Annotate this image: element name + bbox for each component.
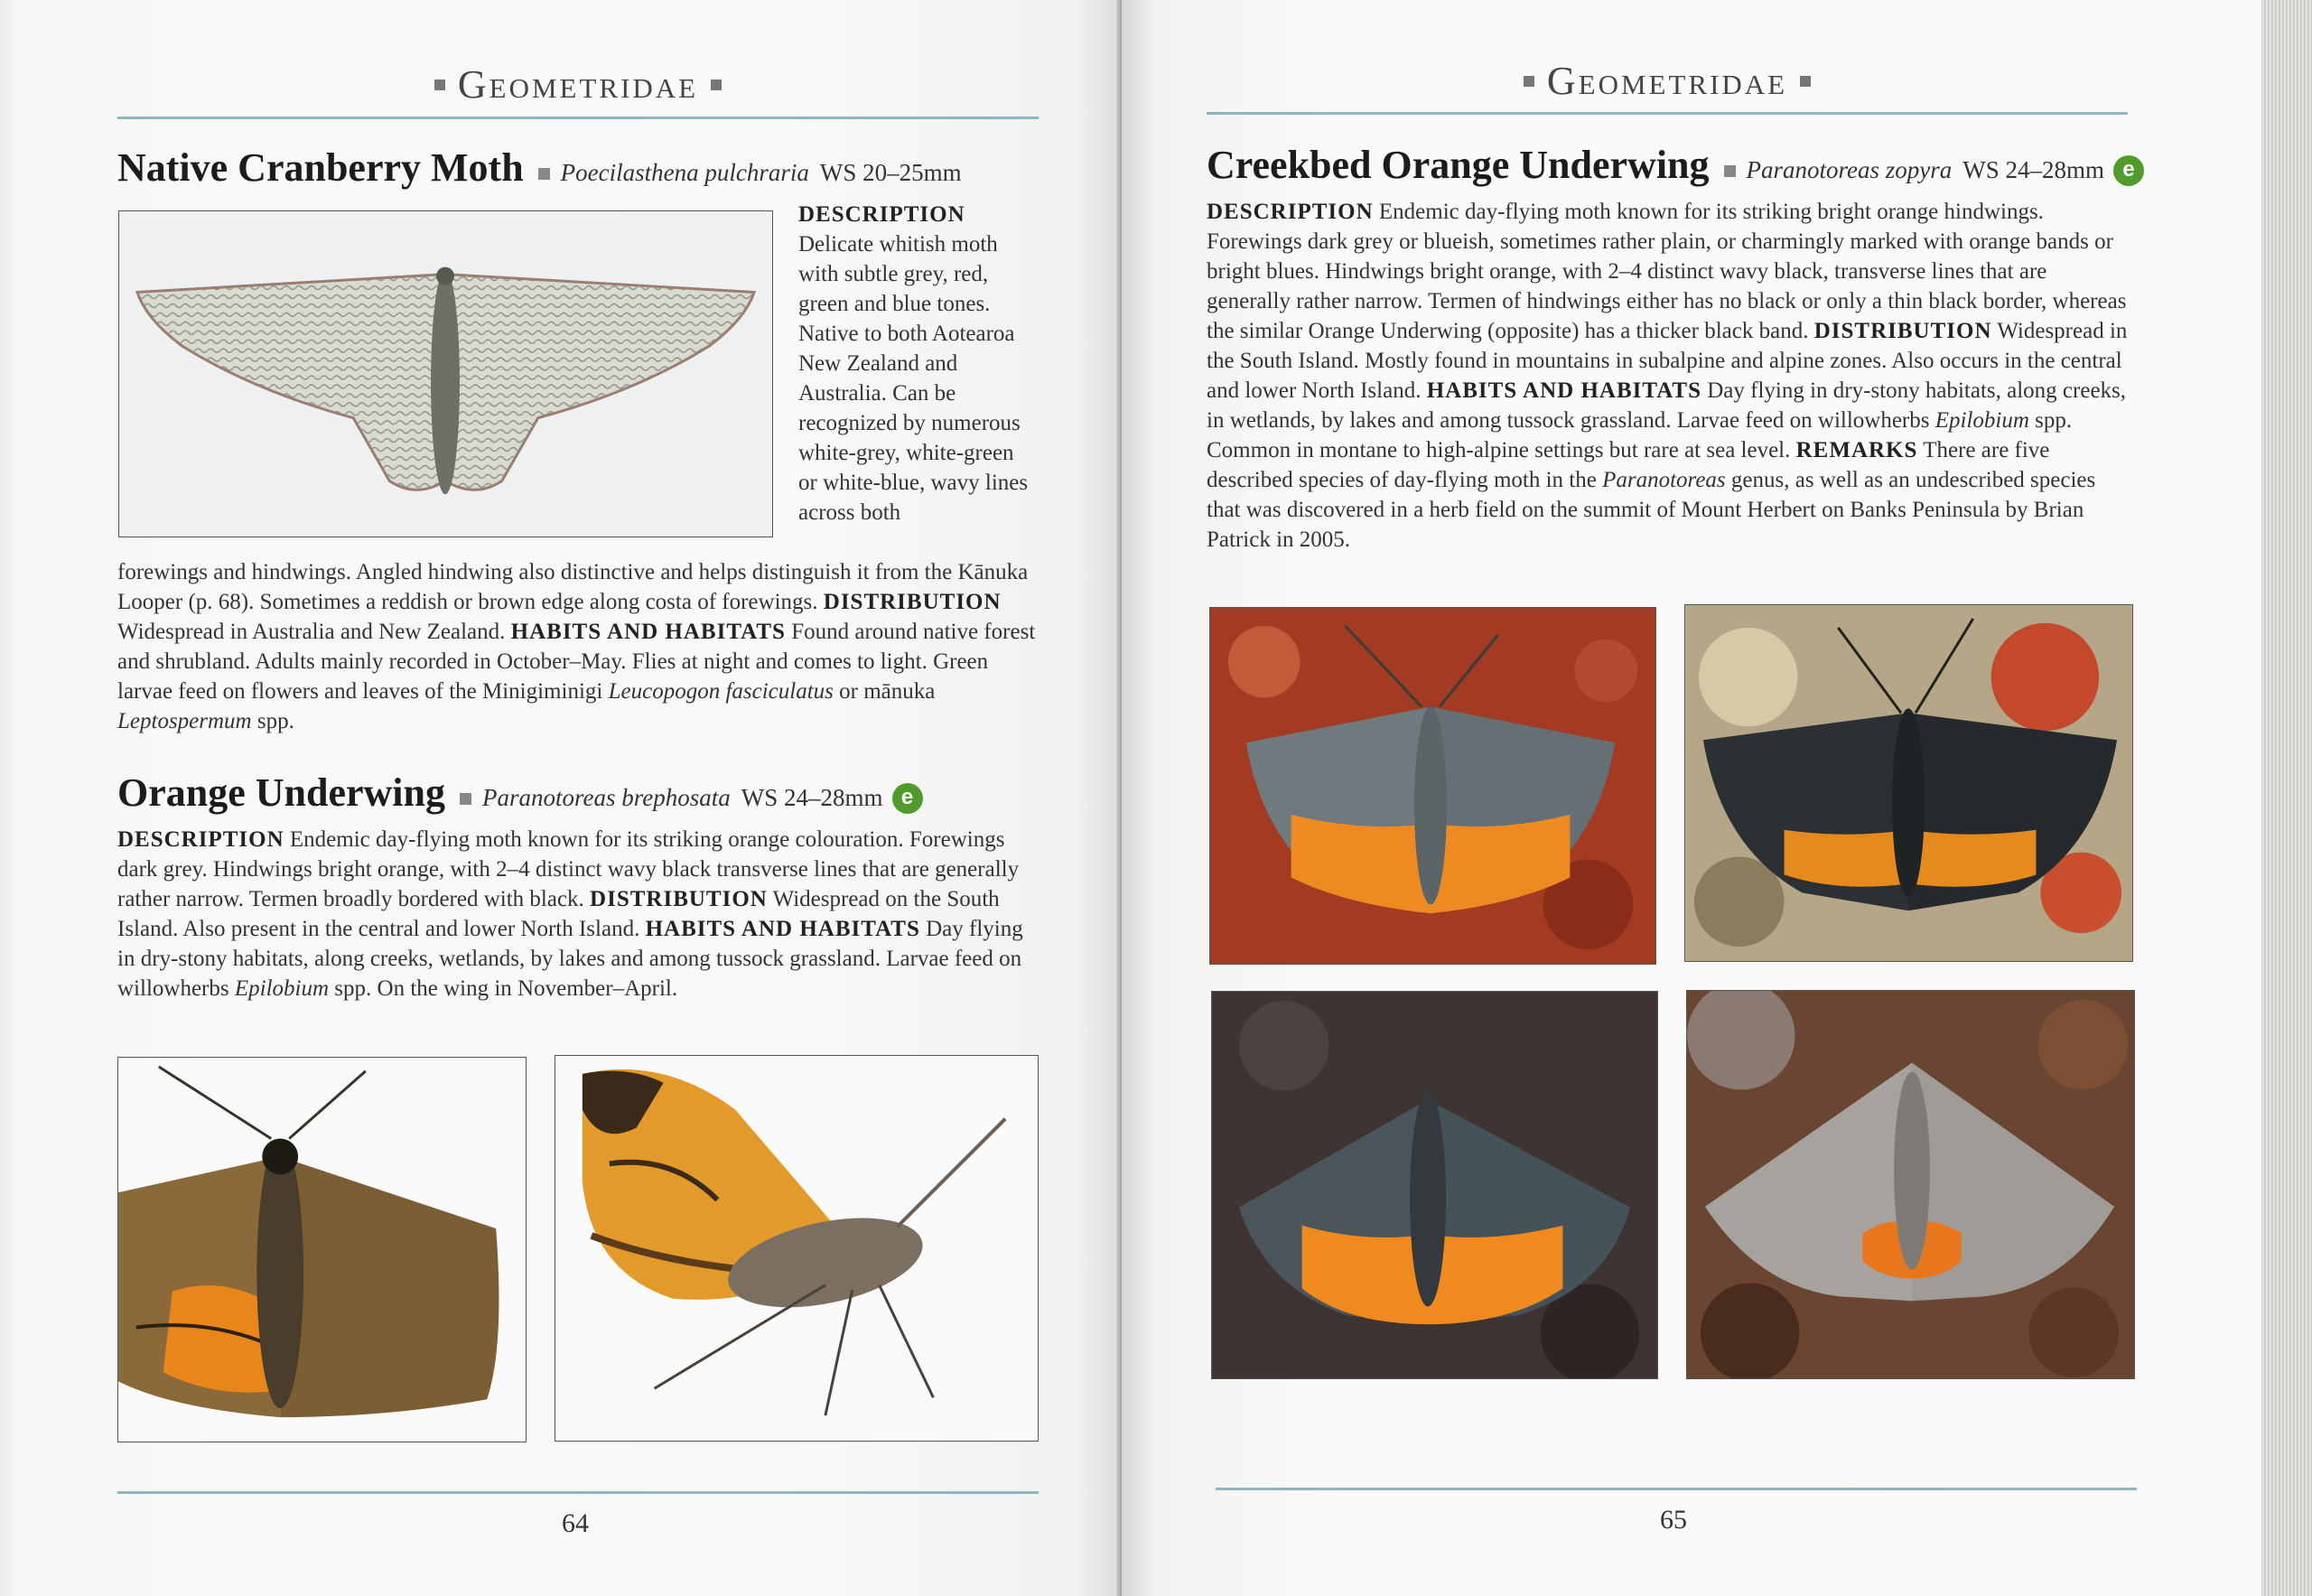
common-name: Native Cranberry Moth: [117, 145, 524, 190]
square-bullet-icon: [1724, 165, 1736, 177]
header-rule: [1207, 112, 2128, 115]
description-label: DESCRIPTION: [1207, 200, 1374, 224]
description-text: Endemic day-flying moth known for its striking orange colouration. Forewings dark grey. Hindwings bright orange, with 2–4 distinct wavy black transverse lines that are generally rather narrow. Termen broadly bordered with black.: [117, 827, 1020, 911]
species-title-creekbed-orange-underwing: [1207, 142, 2144, 190]
latin-name: Poecilasthena pulchraria: [560, 159, 809, 186]
habits-text: Day flying in dry-stony habitats, along creeks, wetlands, by lakes and among tussock grassland. Larvae feed on willowherbs: [117, 917, 1023, 1001]
description-label: DESCRIPTION: [798, 202, 965, 227]
endemic-badge-icon: e: [2113, 155, 2144, 186]
description-column: [798, 200, 1035, 527]
species-title-native-cranberry-moth: [117, 145, 962, 191]
distribution-text: Widespread in the South Island. Mostly found in mountains in subalpine and alpine zones. Also occurs in the central and lower North Island.: [1207, 319, 2128, 403]
moth-photo-orange-underwing-side: [555, 1055, 1039, 1442]
page-number: 65: [1660, 1505, 1687, 1535]
latin-name: Paranotoreas brephosata: [482, 784, 731, 811]
wingspan: WS 20–25mm: [819, 159, 962, 186]
creekbed-text: DESCRIPTION Endemic day-flying moth known for its striking bright orange hindwings. Forewings dark grey or blueish, sometimes rather plain, or charmingly marked with orange bands or bright blues. Hindwings bright orange, with 2–4 distinct wavy black, transverse lines that are generally rather narrow. Termen of hindwings either has no black or only a thin black border, whereas the similar Orange Underwing (opposite) has a thicker black band. DISTRIBUTION Widespread in the South Island. Mostly found in mountains in subalpine and alpine zones. Also occurs in the central and lower North Island. HABITS AND HABITATS Day flying in dry-stony habitats, along creeks, in wetlands, by lakes and among tussock grassland. Larvae feed on willowherbs Epilobium spp. Common in montane to high-alpine settings but rare at sea level. REMARKS There are five described species of day-flying moth in the Paranotoreas genus, as well as an undescribed species that was discovered in a herb field on the summit of Mount Herbert on Banks Peninsula by Brian Patrick in 2005.: [1207, 200, 2128, 552]
remarks-text: There are five described species of day-flying moth in the: [1207, 438, 2050, 492]
common-name: Orange Underwing: [117, 770, 445, 815]
distribution-label: DISTRIBUTION: [590, 887, 768, 911]
square-bullet-icon: [1800, 76, 1811, 87]
endemic-badge-icon: e: [892, 783, 923, 814]
moth-photo-creekbed-2: [1684, 604, 2133, 962]
header-rule: [117, 117, 1039, 119]
left-page: [0, 0, 1122, 1596]
remarks-label: REMARKS: [1795, 438, 1918, 462]
description-text: Endemic day-flying moth known for its striking bright orange hindwings. Forewings dark grey or blueish, sometimes rather plain, or charmingly marked with orange bands or bright blues. Hindwings bright orange, with 2–4 distinct wavy black, transverse lines that are generally rather narrow. Termen of hindwings either has no black or only a thin black border, whereas the similar Orange Underwing (opposite) has a thicker black band.: [1207, 200, 2127, 343]
distribution-text: Widespread on the South Island. Also present in the central and lower North Island.: [117, 887, 1000, 941]
square-bullet-icon: [434, 79, 445, 90]
square-bullet-icon: [538, 168, 550, 180]
species-title-orange-underwing: [117, 770, 923, 817]
description-text: Delicate whitish moth with subtle grey, red, green and blue tones. Native to both Aotearoa New Zealand and Australia. Can be recognized by numerous white-grey, white-green or white-blue, wavy lines across both: [798, 232, 1029, 525]
description-continued: forewings and hindwings. Angled hindwing also distinctive and helps distinguish it from the Kānuka Looper (p. 68). Sometimes a reddish or brown edge along costa of forewings. DISTRIBUTION Widespread in Australia and New Zealand. HABITS AND HABITATS Found around native forest and shrubland. Adults mainly recorded in October–May. Flies at night and comes to light. Green larvae feed on flowers and leaves of the Minigiminigi Leucopogon fasciculatus or mānuka Leptospermum spp.: [117, 560, 1036, 733]
habits-label: HABITS AND HABITATS: [645, 917, 920, 941]
wingspan: WS 24–28mm: [1962, 156, 2105, 183]
distribution-label: DISTRIBUTION: [1813, 319, 1992, 343]
square-bullet-icon: [460, 793, 471, 805]
latin-name: Paranotoreas zopyra: [1746, 156, 1953, 183]
footer-rule: [117, 1491, 1039, 1494]
moth-photo-orange-underwing-top: [117, 1057, 527, 1442]
right-page: [1122, 0, 2261, 1596]
square-bullet-icon: [1524, 76, 1534, 87]
moth-photo-creekbed-4: [1686, 990, 2135, 1379]
moth-photo-creekbed-1: [1209, 607, 1656, 965]
square-bullet-icon: [711, 79, 722, 90]
footer-rule: [1216, 1488, 2137, 1490]
running-head-right: Geometridae: [1207, 58, 2128, 104]
common-name: Creekbed Orange Underwing: [1207, 143, 1710, 187]
habits-label: HABITS AND HABITATS: [510, 620, 786, 644]
moth-photo-native-cranberry: [118, 210, 773, 537]
wingspan: WS 24–28mm: [741, 784, 883, 811]
distribution-text: Widespread in Australia and New Zealand.: [117, 620, 506, 644]
moth-photo-creekbed-3: [1211, 991, 1658, 1379]
habits-text: Found around native forest and shrubland. Adults mainly recorded in October–May. Flies at night and comes to light. Green larvae feed on flowers and leaves of the Minigiminigi: [117, 620, 1036, 704]
description-label: DESCRIPTION: [117, 827, 284, 852]
running-head-left: Geometridae: [117, 61, 1039, 107]
page-edges: [2261, 0, 2312, 1596]
page-number: 64: [562, 1508, 589, 1538]
habits-text: Day flying in dry-stony habitats, along creeks, in wetlands, by lakes and among tussock grassland. Larvae feed on willowherbs: [1207, 378, 2127, 433]
habits-label: HABITS AND HABITATS: [1426, 378, 1701, 403]
distribution-label: DISTRIBUTION: [823, 590, 1002, 614]
orange-underwing-text: DESCRIPTION Endemic day-flying moth known for its striking orange colouration. Forewings dark grey. Hindwings bright orange, with 2–4 distinct wavy black transverse lines that are generally rather narrow. Termen broadly bordered with black. DISTRIBUTION Widespread on the South Island. Also present in the central and lower North Island. HABITS AND HABITATS Day flying in dry-stony habitats, along creeks, wetlands, by lakes and among tussock grassland. Larvae feed on willowherbs Epilobium spp. On the wing in November–April.: [117, 827, 1023, 1001]
